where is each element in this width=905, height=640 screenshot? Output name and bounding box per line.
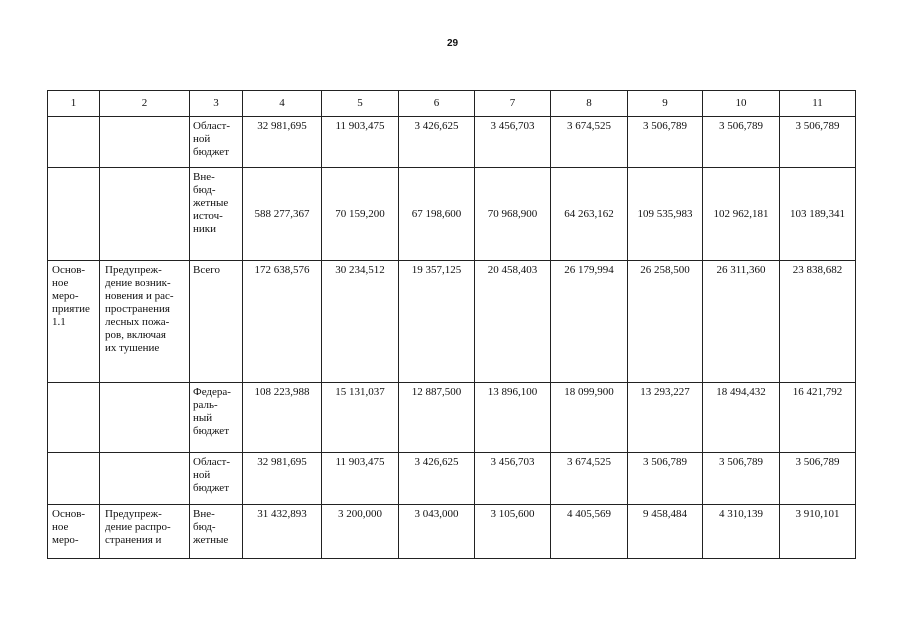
description-line: странения и <box>105 534 162 546</box>
value-cell: 31 432,893 <box>243 505 322 559</box>
activity-line: меро- <box>52 290 79 302</box>
activity-cell <box>48 117 100 168</box>
value-cell: 11 903,475 <box>322 453 399 505</box>
header-cell: 10 <box>703 91 780 117</box>
header-cell: 4 <box>243 91 322 117</box>
description-cell <box>100 453 190 505</box>
value-cell: 18 494,432 <box>703 383 780 453</box>
value-cell: 67 198,600 <box>399 168 475 261</box>
header-cell: 1 <box>48 91 100 117</box>
value-cell: 3 426,625 <box>399 117 475 168</box>
activity-cell <box>48 505 100 559</box>
description-line: лесных пожа- <box>105 316 170 328</box>
value-cell: 26 311,360 <box>703 261 780 383</box>
source-line: бюджет <box>193 146 229 158</box>
description-line: дение возник- <box>105 277 171 289</box>
source-line: Област- <box>193 120 230 132</box>
value-cell: 588 277,367 <box>243 168 322 261</box>
value-cell: 3 456,703 <box>475 453 551 505</box>
source-line: бюд- <box>193 521 216 533</box>
source-line: Вне- <box>193 508 215 520</box>
value-cell: 12 887,500 <box>399 383 475 453</box>
table-row <box>48 383 856 453</box>
value-cell: 64 263,162 <box>551 168 628 261</box>
table-row <box>48 168 856 261</box>
value-cell: 108 223,988 <box>243 383 322 453</box>
description-line: Предупреж- <box>105 264 162 276</box>
value-cell: 172 638,576 <box>243 261 322 383</box>
value-cell: 32 981,695 <box>243 117 322 168</box>
source-line: Област- <box>193 456 230 468</box>
value-cell: 15 131,037 <box>322 383 399 453</box>
value-cell: 102 962,181 <box>703 168 780 261</box>
source-cell <box>190 261 243 383</box>
value-cell: 19 357,125 <box>399 261 475 383</box>
description-line: дение распро- <box>105 521 171 533</box>
source-line: ной <box>193 469 211 481</box>
activity-line: приятие <box>52 303 90 315</box>
value-cell: 3 506,789 <box>628 453 703 505</box>
source-line: Вне- <box>193 171 215 183</box>
value-cell: 13 896,100 <box>475 383 551 453</box>
source-line: Федера- <box>193 386 231 398</box>
value-cell: 3 910,101 <box>780 505 856 559</box>
value-cell: 11 903,475 <box>322 117 399 168</box>
activity-line: Основ- <box>52 264 86 276</box>
description-line: их тушение <box>105 342 160 354</box>
header-cell: 8 <box>551 91 628 117</box>
value-cell: 109 535,983 <box>628 168 703 261</box>
value-cell: 3 674,525 <box>551 117 628 168</box>
value-cell: 20 458,403 <box>475 261 551 383</box>
header-cell: 3 <box>190 91 243 117</box>
source-line: источ- <box>193 210 223 222</box>
activity-cell <box>48 383 100 453</box>
value-cell: 3 674,525 <box>551 453 628 505</box>
header-cell: 11 <box>780 91 856 117</box>
header-cell: 2 <box>100 91 190 117</box>
description-line: новения и рас- <box>105 290 174 302</box>
description-cell <box>100 168 190 261</box>
value-cell: 3 456,703 <box>475 117 551 168</box>
activity-line: ное <box>52 277 69 289</box>
source-cell <box>190 505 243 559</box>
source-cell <box>190 117 243 168</box>
source-line: ники <box>193 223 217 235</box>
activity-cell <box>48 168 100 261</box>
source-line: бюд- <box>193 184 216 196</box>
value-cell: 4 405,569 <box>551 505 628 559</box>
value-cell: 26 179,994 <box>551 261 628 383</box>
description-line: пространения <box>105 303 170 315</box>
value-cell: 13 293,227 <box>628 383 703 453</box>
value-cell: 3 426,625 <box>399 453 475 505</box>
source-line: ный <box>193 412 213 424</box>
value-cell: 3 506,789 <box>780 453 856 505</box>
value-cell: 103 189,341 <box>780 168 856 261</box>
value-cell: 30 234,512 <box>322 261 399 383</box>
source-cell <box>190 383 243 453</box>
source-cell <box>190 168 243 261</box>
value-cell: 32 981,695 <box>243 453 322 505</box>
description-cell <box>100 505 190 559</box>
value-cell: 70 159,200 <box>322 168 399 261</box>
source-line: Всего <box>193 264 220 276</box>
description-line: ров, включая <box>105 329 166 341</box>
value-cell: 70 968,900 <box>475 168 551 261</box>
table-row <box>48 117 856 168</box>
value-cell: 3 506,789 <box>780 117 856 168</box>
activity-line: 1.1 <box>52 316 66 328</box>
budget-table <box>47 90 856 559</box>
value-cell: 18 099,900 <box>551 383 628 453</box>
table-row <box>48 505 856 559</box>
value-cell: 3 506,789 <box>703 453 780 505</box>
value-cell: 3 200,000 <box>322 505 399 559</box>
value-cell: 3 105,600 <box>475 505 551 559</box>
activity-line: Основ- <box>52 508 86 520</box>
value-cell: 9 458,484 <box>628 505 703 559</box>
value-cell: 3 506,789 <box>628 117 703 168</box>
value-cell: 16 421,792 <box>780 383 856 453</box>
description-cell <box>100 117 190 168</box>
description-line: Предупреж- <box>105 508 162 520</box>
page-number: 29 <box>446 38 459 49</box>
description-cell <box>100 383 190 453</box>
source-line: раль- <box>193 399 218 411</box>
source-line: жетные <box>193 534 229 546</box>
source-cell <box>190 453 243 505</box>
value-cell: 4 310,139 <box>703 505 780 559</box>
activity-line: меро- <box>52 534 79 546</box>
activity-line: ное <box>52 521 69 533</box>
source-line: бюджет <box>193 482 229 494</box>
value-cell: 23 838,682 <box>780 261 856 383</box>
table-row <box>48 453 856 505</box>
header-cell: 5 <box>322 91 399 117</box>
source-line: бюджет <box>193 425 229 437</box>
value-cell: 3 506,789 <box>703 117 780 168</box>
header-row <box>48 91 856 117</box>
header-cell: 9 <box>628 91 703 117</box>
activity-cell <box>48 261 100 383</box>
header-cell: 6 <box>399 91 475 117</box>
source-line: жетные <box>193 197 229 209</box>
value-cell: 3 043,000 <box>399 505 475 559</box>
description-cell <box>100 261 190 383</box>
table-row <box>48 261 856 383</box>
value-cell: 26 258,500 <box>628 261 703 383</box>
header-cell: 7 <box>475 91 551 117</box>
source-line: ной <box>193 133 211 145</box>
activity-cell <box>48 453 100 505</box>
